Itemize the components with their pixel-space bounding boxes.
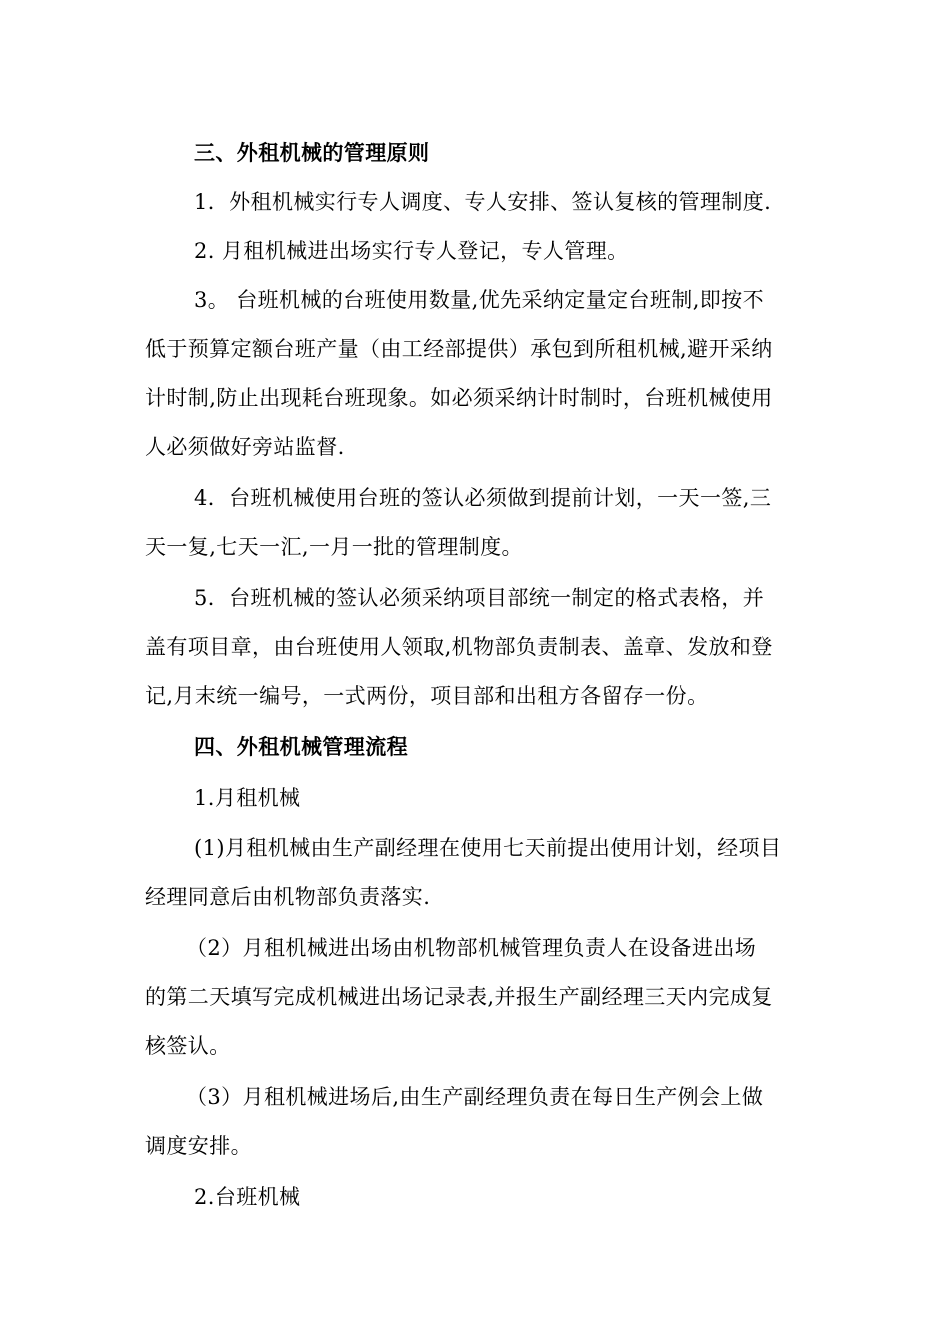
paragraph-2: 2. 月租机械进出场实行专人登记，专人管理。 <box>194 239 629 263</box>
item-2-line-3: 核签认。 <box>145 1034 231 1058</box>
paragraph-3-line-2: 低于预算定额台班产量（由工经部提供）承包到所租机械,避开采纳 <box>145 337 773 361</box>
paragraph-3-line-1: 3。 台班机械的台班使用数量,优先采纳定量定台班制,即按不 <box>194 288 764 312</box>
section-heading-3: 三、外租机械的管理原则 <box>194 140 430 165</box>
paragraph-4-line-1: 4．台班机械使用台班的签认必须做到提前计划，一天一签,三 <box>194 486 772 510</box>
paragraph-5-line-3: 记,月末统一编号，一式两份，项目部和出租方各留存一份。 <box>145 684 709 708</box>
paragraph-5-line-2: 盖有项目章，由台班使用人领取,机物部负责制表、盖章、发放和登 <box>145 635 773 659</box>
item-1-line-1: (1)月租机械由生产副经理在使用七天前提出使用计划，经项目 <box>194 836 782 860</box>
item-3-line-1: （3）月租机械进场后,由生产副经理负责在每日生产例会上做 <box>186 1085 764 1109</box>
paragraph-5-line-1: 5．台班机械的签认必须采纳项目部统一制定的格式表格，并 <box>194 586 765 610</box>
subheading-monthly-rental: 1.月租机械 <box>194 786 301 810</box>
section-heading-4: 四、外租机械管理流程 <box>194 734 408 759</box>
item-2-line-2: 的第二天填写完成机械进出场记录表,并报生产副经理三天内完成复 <box>145 985 773 1009</box>
item-1-line-2: 经理同意后由机物部负责落实. <box>145 885 431 909</box>
paragraph-1: 1．外租机械实行专人调度、专人安排、签认复核的管理制度. <box>194 190 772 214</box>
paragraph-4-line-2: 天一复,七天一汇,一月一批的管理制度。 <box>145 535 523 559</box>
item-2-line-1: （2）月租机械进出场由机物部机械管理负责人在设备进出场 <box>186 936 757 960</box>
paragraph-3-line-3: 计时制,防止出现耗台班现象。如必须采纳计时制时，台班机械使用 <box>145 386 773 410</box>
subheading-shift-rental: 2.台班机械 <box>194 1185 301 1209</box>
paragraph-3-line-4: 人必须做好旁站监督. <box>145 435 345 459</box>
item-3-line-2: 调度安排。 <box>145 1134 252 1158</box>
